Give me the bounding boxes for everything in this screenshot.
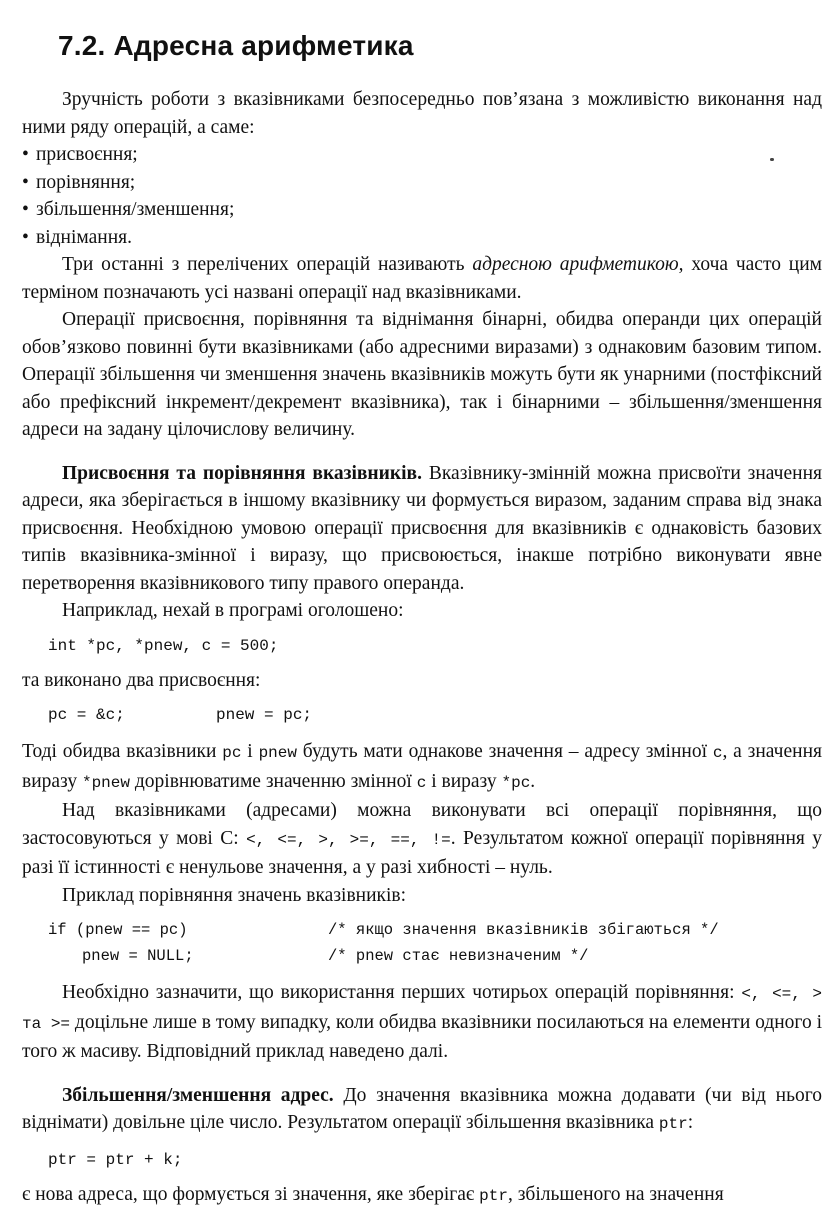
text-run: :	[688, 1112, 693, 1133]
code-c: c	[713, 744, 723, 762]
note-paragraph	[22, 979, 822, 1066]
comparison-example-intro: Приклад порівняння значень вказівників:	[22, 882, 822, 910]
code-assignments	[48, 702, 822, 728]
code-comparison-ops: <, <=, >, >=, ==, !=	[246, 831, 451, 849]
list-item: • порівняння;	[22, 169, 822, 197]
text-run: доцільне лише в тому випадку, коли обидва вказівники посилаються на елементи одного і того ж масиву. Відповідний приклад наведено далі.	[22, 1012, 822, 1063]
subsection-title-assignment: Присвоєння та порівняння вказівників.	[62, 463, 422, 484]
code-c: c	[417, 774, 427, 792]
text-run: . Результатом кожної операції порівняння у разі її істинності є ненульове значення, а у разі хибності – нуль.	[22, 828, 822, 879]
term-address-arithmetic: адресною арифметикою,	[472, 254, 683, 275]
list-item: • збільшення/зменшення;	[22, 196, 822, 224]
text-run: Три останні з перелічених операцій називають	[62, 254, 472, 275]
code-statement: if (pnew == pc)	[48, 917, 328, 943]
text-run: хоча часто цим терміном позначають усі названі операції над вказівниками.	[22, 254, 822, 303]
code-pnew: pnew	[259, 744, 297, 762]
list-item: • віднімання.	[22, 224, 822, 252]
code-deref-pnew: *pnew	[82, 774, 130, 792]
text-run: , а значення виразу	[22, 741, 822, 792]
operations-list	[22, 141, 822, 251]
code-assign-pc: pc = &c;	[48, 702, 216, 728]
code-declaration: int *pc, *pnew, c = 500;	[48, 633, 822, 659]
address-arithmetic-paragraph	[22, 251, 822, 306]
text-run: і виразу	[426, 771, 501, 792]
text-run: Необхідно зазначити, що використання перших чотирьох операцій порівняння:	[62, 982, 741, 1003]
comparison-paragraph	[22, 797, 822, 882]
text-run: дорівнюватиме значенню змінної	[130, 771, 417, 792]
text-run: До значення вказівника можна додавати (чи від нього віднімати) довільне ціле число. Результатом операції збільшення вказівника	[22, 1085, 822, 1134]
then-paragraph	[22, 738, 822, 797]
code-statement: pnew = NULL;	[48, 943, 328, 969]
text-run: Вказівнику-змінній можна присвоїти значення адреси, яка зберігається в іншому вказівнику чи формується виразом, заданим справа від знака присвоєння. Необхідною умовою операції присвоєння для вказівників є однаковість базових типів вказівника-змінної і виразу, що присвоюється, інакше потрібно виконувати явне перетворення вказівникового типу правого операнда.	[22, 463, 822, 594]
example-intro: Наприклад, нехай в програмі оголошено:	[22, 597, 822, 625]
code-pc: pc	[222, 744, 241, 762]
section-heading: 7.2. Адресна арифметика	[58, 26, 822, 66]
text-run: Над вказівниками (адресами) можна виконувати всі операції порівняння, що застосовуються у мові С:	[22, 800, 822, 849]
code-deref-pc: *pc	[501, 774, 530, 792]
code-row	[48, 943, 822, 969]
subsection-title-increment: Збільшення/зменшення адрес.	[62, 1085, 334, 1106]
text-run: Тоді обидва вказівники	[22, 741, 222, 762]
list-item: • присвоєння;	[22, 141, 822, 169]
page	[22, 26, 822, 1210]
assignments-intro: та виконано два присвоєння:	[22, 667, 822, 695]
code-comparison-example	[48, 917, 822, 969]
code-assign-pnew: pnew = pc;	[216, 702, 312, 728]
text-run: , збільшеного на значення	[508, 1184, 724, 1205]
increment-section-paragraph	[22, 1082, 822, 1139]
scan-speck	[770, 158, 774, 161]
assignment-section-paragraph	[22, 460, 822, 598]
code-ptr: ptr	[479, 1187, 508, 1205]
code-comment: /* якщо значення вказівників збігаються */	[328, 917, 719, 943]
binary-operations-paragraph: Операції присвоєння, порівняння та віднімання бінарні, обидва операнди цих операцій обов’язково повинні бути вказівниками (або адресними виразами) з однаковим базовим типом. Операції збільшення чи зменшення значень вказівників можуть бути як унарними (постфіксний або префіксний інкремент/декремент вказівника), так і бінарними – збільшення/зменшення адреси на задану цілочислову величину.	[22, 306, 822, 444]
code-note-ops: <, <=, > та >=	[22, 985, 822, 1033]
text-run: .	[530, 771, 535, 792]
text-run: будуть мати однакове значення – адресу змінної	[297, 741, 713, 762]
code-row	[48, 917, 822, 943]
text-run: є нова адреса, що формується зі значення, яке зберігає	[22, 1184, 479, 1205]
text-run: і	[241, 741, 258, 762]
code-ptr: ptr	[659, 1115, 688, 1133]
code-pointer-increment: ptr = ptr + k;	[48, 1147, 822, 1173]
code-comment: /* pnew стає невизначеним */	[328, 943, 588, 969]
intro-paragraph: Зручність роботи з вказівниками безпосередньо пов’язана з можливістю виконання над ними ряду операцій, а саме:	[22, 86, 822, 141]
result-paragraph	[22, 1181, 822, 1210]
